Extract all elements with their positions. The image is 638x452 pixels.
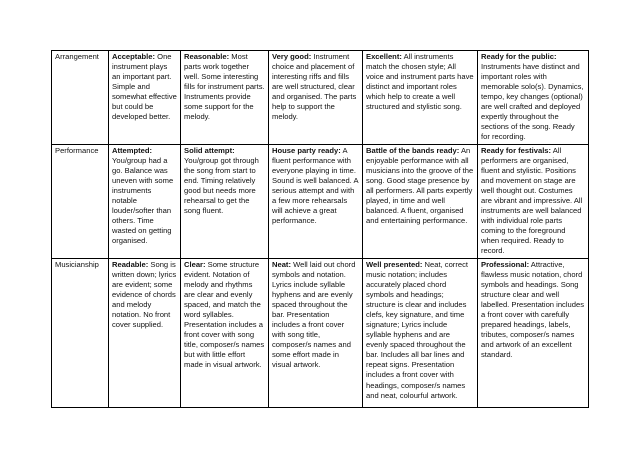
level-label: Very good: [272,52,312,61]
level-description: Instrument choice and placement of interesting riffs and fills are well structured, clear and organised. The parts help to support the melody. [272,52,357,122]
level-label: Attempted: [112,146,153,156]
rubric-cell [478,51,589,145]
level-description: Song is written down; lyrics are evident; some evidence of chords and melody notation. No front cover supplied. [112,260,177,330]
level-label: Professional: [481,260,530,270]
rubric-cell [363,145,478,259]
level-description: Some structure evident. Notation of melody and rhythms are clear and evenly spaced, and match the word syllables. Presentation includes a front cover with song title, composer/s names but with little effort made in visual artwork. [184,260,265,370]
level-description: A fluent performance with everyone playing in time. Sound is well balanced. A serious attempt and with a few more rehearsals will achieve a great performance. [272,146,359,226]
level-label: Acceptable: [112,52,156,61]
level-label: Clear: [184,260,206,270]
rubric-cell [109,259,181,408]
rubric-row-performance [52,145,589,259]
rubric-row-musicianship [52,259,589,408]
row-category: Performance [52,145,109,259]
level-description: An enjoyable performance with all musicians into the groove of the song. Good stage presence by all performers. All parts expertly played, in time and well balanced. A fluent, organised and entertaining performance. [366,146,474,226]
rubric-cell [181,145,269,259]
level-description: One instrument plays an important part. Simple and somewhat effective but could be developed better. [112,52,177,122]
rubric-cell [478,259,589,408]
level-description: Neat, correct music notation; includes accurately placed chord symbols and headings; structure is clear and includes clefs, key signature, and time signature; Lyrics include syllable hyphens and are evenly spaced throughout the bar. Includes all bar lines and repeat signs. Presentation includes a front cover with headings, composer/s names and neat, colourful artwork. [366,260,468,400]
level-label: Excellent: [366,52,402,61]
rubric-row-arrangement [52,51,589,145]
rubric-table [51,50,589,408]
level-description: Attractive, flawless music notation, chord symbols and headings. Song structure clear and well labelled. Presentation includes a front cover with carefully prepared headings, labels, tributes, composer/s names and artwork of an excellent standard. [481,260,585,360]
rubric-cell [363,259,478,408]
level-label: Well presented: [366,260,423,270]
level-description: You/group had a go. Balance was uneven with some instruments notable louder/softer than others. Time wasted on getting organised. [112,156,174,246]
rubric-cell [269,259,363,408]
rubric-cell [363,51,478,145]
level-label: Neat: [272,260,291,270]
level-label: Solid attempt: [184,146,235,156]
level-label: Reasonable: [184,52,230,61]
level-label: Battle of the bands ready: [366,146,460,156]
rubric-cell [269,51,363,145]
level-label: Ready for the public: [481,52,557,61]
level-description: Well laid out chord symbols and notation. Lyrics include syllable hyphens and are evenly spaced throughout the bar. Presentation includes a front cover with song title, composer/s names and some effort made in visual artwork. [272,260,356,370]
row-category: Arrangement [52,51,109,145]
level-description: You/group got through the song from start to end. Timing relatively good but needs more rehearsal to get the song fluent. [184,156,259,216]
level-description: Instruments have distinct and important roles with memorable solo(s). Dynamics, tempo, key changes (optional) are well crafted and deployed expertly throughout the sections of the song. Ready for recording. [481,62,584,142]
rubric-cell [109,51,181,145]
level-label: House party ready: [272,146,341,156]
row-category: Musicianship [52,259,109,408]
level-description: Most parts work together well. Some interesting fills for instrument parts. Instruments provide some support for the melody. [184,52,265,122]
rubric-cell [478,145,589,259]
rubric-cell [181,259,269,408]
level-label: Readable: [112,260,149,270]
rubric-cell [181,51,269,145]
level-description: All instruments match the chosen style; All voice and instrument parts have distinct and important roles which help to create a well structured and stylistic song. [366,52,474,112]
rubric-cell [269,145,363,259]
level-description: All performers are organised, fluent and stylistic. Positions and movement on stage are well thought out. Costumes are vibrant and impressive. All instruments are well balanced with individual role parts coming to the foreground when required. Ready to record. [481,146,583,256]
level-label: Ready for festivals: [481,146,552,156]
rubric-cell [109,145,181,259]
